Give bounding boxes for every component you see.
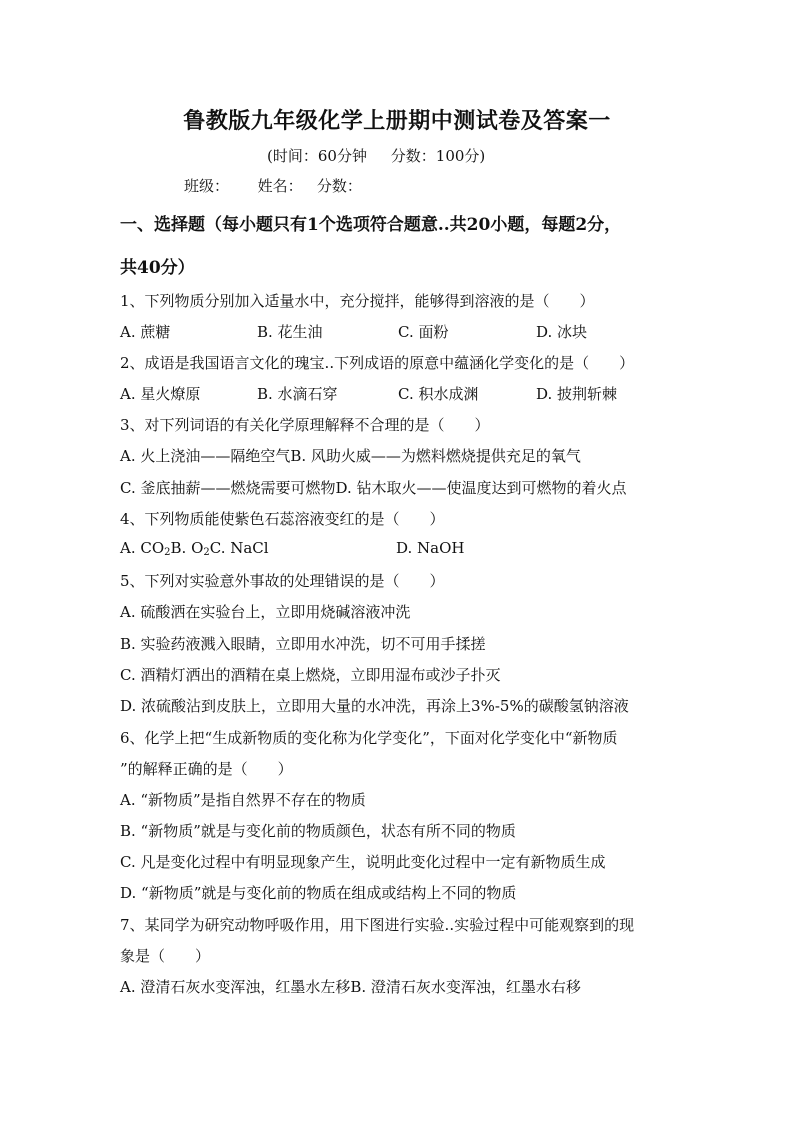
q1-option-c: C. 面粉 [398, 323, 449, 341]
q5-option-b: B. 实验药液溅入眼睛，立即用水冲洗，切不可用手揉搓 [120, 635, 486, 653]
q3-options-ab: A. 火上浇油——隔绝空气B. 风助火威——为燃料燃烧提供充足的氧气 [120, 447, 581, 465]
q5-option-c: C. 酒精灯洒出的酒精在桌上燃烧，立即用湿布或沙子扑灭 [120, 666, 501, 684]
question-4-options [120, 539, 464, 558]
section-heading-line2: 共40分） [120, 258, 195, 278]
q1-option-d: D. 冰块 [536, 323, 588, 341]
question-6-stem-line2: ”的解释正确的是（ ） [120, 760, 293, 778]
q2-option-a: A. 星火燎原 [120, 385, 201, 403]
q4-option-a-subscript: 2 [164, 547, 171, 558]
q1-option-a: A. 蔗糖 [120, 323, 171, 341]
q2-option-b: B. 水滴石穿 [257, 385, 338, 403]
question-7-stem-line1: 7、某同学为研究动物呼吸作用，用下图进行实验..实验过程中可能观察到的现 [120, 916, 635, 934]
q6-option-b: B. “新物质”就是与变化前的物质颜色，状态有所不同的物质 [120, 822, 516, 840]
question-1-stem: 1、下列物质分别加入适量水中，充分搅拌，能够得到溶液的是（ ） [120, 292, 595, 310]
q4-option-a: A. CO [120, 539, 165, 557]
q7-options-ab: A. 澄清石灰水变浑浊，红墨水左移B. 澄清石灰水变浑浊，红墨水右移 [120, 978, 581, 996]
q2-option-c: C. 积水成渊 [398, 385, 479, 403]
q1-option-b: B. 花生油 [257, 323, 323, 341]
page-title: 鲁教版九年级化学上册期中测试卷及答案一 [183, 108, 611, 134]
student-info-line: 班级： 姓名： 分数： [184, 177, 362, 195]
question-4-stem: 4、下列物质能使紫色石蕊溶液变红的是（ ） [120, 510, 445, 528]
question-2-options [120, 383, 617, 404]
question-1-options [120, 321, 587, 342]
q4-option-d: D. NaOH [396, 539, 465, 557]
question-6-stem-line1: 6、化学上把“生成新物质的变化称为化学变化”，下面对化学变化中“新物质 [120, 729, 618, 747]
question-2-stem: 2、成语是我国语言文化的瑰宝..下列成语的原意中蕴涵化学变化的是（ ） [120, 354, 635, 372]
q4-option-b: B. O [170, 539, 204, 557]
question-3-stem: 3、对下列词语的有关化学原理解释不合理的是（ ） [120, 416, 490, 434]
q6-option-d: D. “新物质”就是与变化前的物质在组成或结构上不同的物质 [120, 884, 517, 902]
q2-option-d: D. 披荆斩棘 [536, 385, 618, 403]
q5-option-a: A. 硫酸洒在实验台上，立即用烧碱溶液冲洗 [120, 603, 411, 621]
q3-options-cd: C. 釜底抽薪——燃烧需要可燃物D. 钻木取火——使温度达到可燃物的着火点 [120, 479, 627, 497]
q6-option-a: A. “新物质”是指自然界不存在的物质 [120, 791, 366, 809]
q4-options-abc [120, 539, 396, 558]
q6-option-c: C. 凡是变化过程中有明显现象产生，说明此变化过程中一定有新物质生成 [120, 853, 606, 871]
question-7-stem-line2: 象是（ ） [120, 947, 211, 965]
exam-time-score: (时间：60分钟 分数：100分) [267, 147, 486, 165]
q5-option-d: D. 浓硫酸沾到皮肤上，立即用大量的水冲洗，再涂上3%-5%的碳酸氢钠溶液 [120, 697, 629, 715]
section-heading-line1: 一、选择题（每小题只有1个选项符合题意..共20小题，每题2分， [120, 215, 622, 235]
q4-option-c: C. NaCl [209, 539, 269, 557]
q4-option-b-subscript: 2 [203, 547, 210, 558]
question-5-stem: 5、下列对实验意外事故的处理错误的是（ ） [120, 572, 445, 590]
